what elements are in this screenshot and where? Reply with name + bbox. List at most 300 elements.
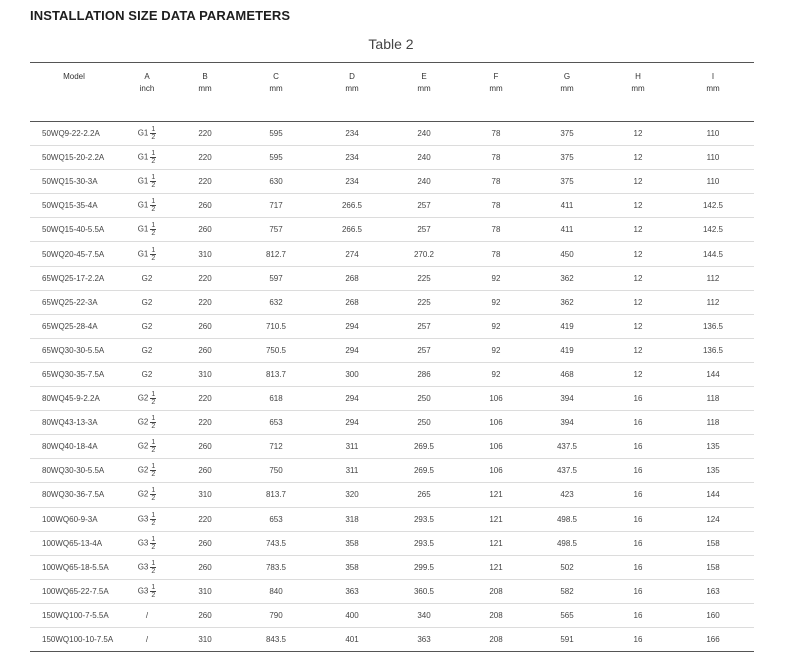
cell-e bbox=[386, 274, 462, 283]
cell-value: 498.5 bbox=[556, 538, 578, 548]
cell-model bbox=[30, 442, 118, 451]
cell-value: 78 bbox=[491, 225, 501, 235]
cell-e bbox=[386, 587, 462, 596]
thread-fraction: $\frac{1}{2}$ bbox=[151, 463, 156, 479]
cell-value: 318 bbox=[345, 514, 359, 524]
cell-value: 163 bbox=[706, 586, 720, 596]
cell-value: 260 bbox=[198, 225, 212, 235]
cell-value: 12 bbox=[633, 369, 643, 379]
thread-fraction: $\frac{1}{2}$ bbox=[151, 391, 156, 407]
cell-g bbox=[530, 418, 604, 427]
cell-value: 135 bbox=[706, 466, 720, 476]
cell-value: 265 bbox=[417, 490, 431, 500]
cell-b bbox=[176, 201, 234, 210]
cell-value: 92 bbox=[491, 369, 501, 379]
cell-b bbox=[176, 442, 234, 451]
cell-value: 220 bbox=[198, 514, 212, 524]
cell-value: 362 bbox=[560, 273, 574, 283]
cell-value: 16 bbox=[633, 562, 643, 572]
cell-g bbox=[530, 539, 604, 548]
cell-value: 240 bbox=[417, 177, 431, 187]
cell-value: 80WQ43-13-3A bbox=[42, 418, 98, 428]
cell-value: G2 bbox=[137, 417, 149, 427]
cell-f bbox=[462, 346, 530, 355]
cell-value: 360.5 bbox=[413, 586, 435, 596]
cell-g bbox=[530, 153, 604, 162]
cell-f bbox=[462, 298, 530, 307]
cell-value: 743.5 bbox=[265, 538, 287, 548]
cell-b bbox=[176, 274, 234, 283]
cell-g bbox=[530, 201, 604, 210]
cell-value: 92 bbox=[491, 345, 501, 355]
cell-g bbox=[530, 442, 604, 451]
cell-value: 225 bbox=[417, 297, 431, 307]
thread-fraction: $\frac{1}{2}$ bbox=[151, 511, 156, 527]
cell-value: 100WQ60-9-3A bbox=[42, 514, 98, 524]
table-row bbox=[30, 411, 754, 435]
cell-d bbox=[318, 298, 386, 307]
cell-value: 12 bbox=[633, 249, 643, 259]
cell-i bbox=[672, 201, 754, 210]
cell-value: 50WQ15-40-5.5A bbox=[42, 225, 105, 235]
cell-value: G1 bbox=[137, 200, 149, 210]
cell-i bbox=[672, 587, 754, 596]
cell-b bbox=[176, 225, 234, 234]
cell-h bbox=[604, 635, 672, 644]
table-row bbox=[30, 363, 754, 387]
cell-e bbox=[386, 298, 462, 307]
cell-value: G2 bbox=[141, 345, 153, 355]
cell-value: 300 bbox=[345, 369, 359, 379]
cell-value: 92 bbox=[491, 321, 501, 331]
cell-e bbox=[386, 370, 462, 379]
cell-value: 240 bbox=[417, 129, 431, 139]
cell-value: 591 bbox=[560, 635, 574, 645]
cell-value: 266.5 bbox=[341, 201, 363, 211]
cell-g bbox=[530, 490, 604, 499]
cell-model bbox=[30, 250, 118, 259]
cell-i bbox=[672, 129, 754, 138]
cell-value: 401 bbox=[345, 635, 359, 645]
cell-b bbox=[176, 466, 234, 475]
cell-value: 92 bbox=[491, 297, 501, 307]
cell-value: 110 bbox=[706, 177, 720, 187]
cell-d bbox=[318, 490, 386, 499]
cell-value: 260 bbox=[198, 442, 212, 452]
cell-e bbox=[386, 611, 462, 620]
cell-value: 100WQ65-18-5.5A bbox=[42, 562, 109, 572]
cell-i bbox=[672, 274, 754, 283]
cell-g bbox=[530, 250, 604, 259]
thread-fraction: $\frac{1}{2}$ bbox=[151, 583, 156, 599]
cell-b bbox=[176, 298, 234, 307]
cell-d bbox=[318, 418, 386, 427]
cell-f bbox=[462, 177, 530, 186]
cell-c bbox=[234, 490, 318, 499]
cell-value: 630 bbox=[269, 177, 283, 187]
cell-value: 12 bbox=[633, 225, 643, 235]
cell-value: 78 bbox=[491, 129, 501, 139]
cell-b bbox=[176, 346, 234, 355]
cell-h bbox=[604, 225, 672, 234]
cell-value: 269.5 bbox=[413, 466, 435, 476]
cell-value: 80WQ30-36-7.5A bbox=[42, 490, 105, 500]
cell-h bbox=[604, 563, 672, 572]
cell-value: 260 bbox=[198, 610, 212, 620]
cell-c bbox=[234, 274, 318, 283]
cell-value: 250 bbox=[417, 418, 431, 428]
cell-value: 498.5 bbox=[556, 514, 578, 524]
cell-a bbox=[118, 439, 176, 454]
cell-value: G2 bbox=[141, 369, 153, 379]
cell-value: 50WQ15-35-4A bbox=[42, 201, 98, 211]
cell-b bbox=[176, 322, 234, 331]
cell-i bbox=[672, 370, 754, 379]
cell-g bbox=[530, 466, 604, 475]
cell-model bbox=[30, 539, 118, 548]
header-label: H bbox=[635, 72, 641, 81]
header-cell-a bbox=[118, 63, 176, 121]
cell-g bbox=[530, 515, 604, 524]
cell-value: 311 bbox=[345, 466, 359, 476]
cell-value: 419 bbox=[560, 321, 574, 331]
cell-model bbox=[30, 466, 118, 475]
cell-value: 220 bbox=[198, 153, 212, 163]
cell-value: 411 bbox=[560, 201, 574, 211]
cell-a bbox=[118, 298, 176, 307]
cell-value: 266.5 bbox=[341, 225, 363, 235]
table-row bbox=[30, 532, 754, 556]
cell-value: G3 bbox=[137, 514, 149, 524]
cell-b bbox=[176, 177, 234, 186]
cell-value: 712 bbox=[269, 442, 283, 452]
cell-value: 260 bbox=[198, 345, 212, 355]
cell-value: 783.5 bbox=[265, 562, 287, 572]
cell-c bbox=[234, 298, 318, 307]
cell-value: 158 bbox=[706, 538, 720, 548]
cell-value: 240 bbox=[417, 153, 431, 163]
cell-value: G2 bbox=[137, 393, 149, 403]
cell-e bbox=[386, 563, 462, 572]
cell-value: 110 bbox=[706, 153, 720, 163]
cell-value: 65WQ30-30-5.5A bbox=[42, 345, 105, 355]
cell-value: 65WQ25-28-4A bbox=[42, 321, 98, 331]
cell-f bbox=[462, 635, 530, 644]
cell-f bbox=[462, 515, 530, 524]
cell-value: 260 bbox=[198, 201, 212, 211]
cell-value: 363 bbox=[417, 635, 431, 645]
cell-h bbox=[604, 611, 672, 620]
thread-fraction: $\frac{1}{2}$ bbox=[151, 150, 156, 166]
cell-value: 78 bbox=[491, 201, 501, 211]
cell-b bbox=[176, 153, 234, 162]
cell-a bbox=[118, 415, 176, 430]
cell-g bbox=[530, 635, 604, 644]
cell-value: 717 bbox=[269, 201, 283, 211]
cell-value: 16 bbox=[633, 394, 643, 404]
cell-e bbox=[386, 153, 462, 162]
thread-fraction: $\frac{1}{2}$ bbox=[151, 487, 156, 503]
header-label: E bbox=[421, 72, 427, 81]
cell-c bbox=[234, 635, 318, 644]
cell-value: 310 bbox=[198, 490, 212, 500]
cell-value: 565 bbox=[560, 610, 574, 620]
table-row bbox=[30, 387, 754, 411]
cell-b bbox=[176, 587, 234, 596]
cell-c bbox=[234, 515, 318, 524]
cell-value: 813.7 bbox=[265, 369, 287, 379]
cell-model bbox=[30, 153, 118, 162]
cell-value: 358 bbox=[345, 562, 359, 572]
cell-i bbox=[672, 298, 754, 307]
thread-fraction: $\frac{1}{2}$ bbox=[151, 246, 156, 262]
cell-value: 12 bbox=[633, 201, 643, 211]
cell-value: 80WQ30-30-5.5A bbox=[42, 466, 105, 476]
table-row bbox=[30, 339, 754, 363]
cell-d bbox=[318, 225, 386, 234]
cell-d bbox=[318, 611, 386, 620]
header-cell-b bbox=[176, 63, 234, 121]
cell-value: 136.5 bbox=[702, 345, 724, 355]
cell-value: 294 bbox=[345, 394, 359, 404]
cell-a bbox=[118, 346, 176, 355]
cell-b bbox=[176, 611, 234, 620]
cell-model bbox=[30, 346, 118, 355]
cell-value: 16 bbox=[633, 418, 643, 428]
cell-value: 16 bbox=[633, 538, 643, 548]
cell-value: 78 bbox=[491, 249, 501, 259]
table-row bbox=[30, 242, 754, 266]
cell-h bbox=[604, 490, 672, 499]
installation-size-table bbox=[30, 62, 754, 652]
cell-value: 843.5 bbox=[265, 635, 287, 645]
cell-i bbox=[672, 225, 754, 234]
header-unit: mm bbox=[560, 84, 574, 93]
cell-value: 502 bbox=[560, 562, 574, 572]
cell-a bbox=[118, 322, 176, 331]
cell-value: 597 bbox=[269, 273, 283, 283]
cell-value: 142.5 bbox=[702, 201, 724, 211]
cell-h bbox=[604, 442, 672, 451]
cell-value: G1 bbox=[137, 152, 149, 162]
cell-value: 12 bbox=[633, 129, 643, 139]
cell-f bbox=[462, 587, 530, 596]
thread-fraction: $\frac{1}{2}$ bbox=[151, 439, 156, 455]
header-label: D bbox=[349, 72, 355, 81]
cell-d bbox=[318, 563, 386, 572]
cell-g bbox=[530, 274, 604, 283]
cell-value: 757 bbox=[269, 225, 283, 235]
cell-f bbox=[462, 370, 530, 379]
cell-h bbox=[604, 250, 672, 259]
cell-value: 50WQ15-20-2.2A bbox=[42, 153, 105, 163]
cell-value: 311 bbox=[345, 442, 359, 452]
cell-value: 112 bbox=[706, 273, 720, 283]
document-title: INSTALLATION SIZE DATA PARAMETERS bbox=[30, 8, 291, 23]
table-caption: Table 2 bbox=[368, 36, 414, 52]
cell-i bbox=[672, 635, 754, 644]
cell-value: 437.5 bbox=[556, 466, 578, 476]
cell-value: 121 bbox=[489, 538, 503, 548]
cell-value: 12 bbox=[633, 345, 643, 355]
cell-e bbox=[386, 466, 462, 475]
cell-value: 411 bbox=[560, 225, 574, 235]
cell-c bbox=[234, 418, 318, 427]
cell-value: 234 bbox=[345, 153, 359, 163]
cell-i bbox=[672, 490, 754, 499]
cell-value: 260 bbox=[198, 562, 212, 572]
cell-value: 294 bbox=[345, 418, 359, 428]
cell-value: 166 bbox=[706, 635, 720, 645]
cell-b bbox=[176, 515, 234, 524]
cell-value: 118 bbox=[706, 418, 720, 428]
cell-value: 208 bbox=[489, 586, 503, 596]
cell-a bbox=[118, 463, 176, 478]
cell-c bbox=[234, 563, 318, 572]
cell-f bbox=[462, 466, 530, 475]
cell-c bbox=[234, 346, 318, 355]
cell-d bbox=[318, 274, 386, 283]
cell-value: 106 bbox=[489, 442, 503, 452]
cell-c bbox=[234, 539, 318, 548]
cell-value: 144.5 bbox=[702, 249, 724, 259]
cell-value: G2 bbox=[137, 465, 149, 475]
cell-h bbox=[604, 466, 672, 475]
cell-e bbox=[386, 635, 462, 644]
cell-value: 840 bbox=[269, 586, 283, 596]
cell-e bbox=[386, 539, 462, 548]
cell-value: 362 bbox=[560, 297, 574, 307]
cell-d bbox=[318, 177, 386, 186]
cell-value: 16 bbox=[633, 586, 643, 596]
cell-d bbox=[318, 129, 386, 138]
cell-value: 269.5 bbox=[413, 442, 435, 452]
table-row bbox=[30, 459, 754, 483]
thread-fraction: $\frac{1}{2}$ bbox=[151, 198, 156, 214]
header-cell-i bbox=[672, 63, 754, 121]
cell-value: 710.5 bbox=[265, 321, 287, 331]
table-row bbox=[30, 556, 754, 580]
table-row bbox=[30, 508, 754, 532]
cell-f bbox=[462, 153, 530, 162]
header-unit: mm bbox=[489, 84, 503, 93]
cell-value: 257 bbox=[417, 321, 431, 331]
thread-fraction: $\frac{1}{2}$ bbox=[151, 222, 156, 238]
cell-c bbox=[234, 322, 318, 331]
cell-a bbox=[118, 126, 176, 141]
cell-value: 632 bbox=[269, 297, 283, 307]
table-row bbox=[30, 267, 754, 291]
cell-g bbox=[530, 370, 604, 379]
cell-value: 12 bbox=[633, 153, 643, 163]
cell-value: 582 bbox=[560, 586, 574, 596]
cell-value: 286 bbox=[417, 369, 431, 379]
cell-value: G3 bbox=[137, 586, 149, 596]
cell-value: 118 bbox=[706, 394, 720, 404]
cell-f bbox=[462, 563, 530, 572]
header-cell-g bbox=[530, 63, 604, 121]
header-label: F bbox=[493, 72, 499, 81]
cell-value: 220 bbox=[198, 297, 212, 307]
table-row bbox=[30, 580, 754, 604]
cell-value: 220 bbox=[198, 273, 212, 283]
cell-d bbox=[318, 201, 386, 210]
cell-d bbox=[318, 466, 386, 475]
cell-value: G2 bbox=[141, 273, 153, 283]
cell-value: 12 bbox=[633, 297, 643, 307]
cell-value: 144 bbox=[706, 369, 720, 379]
cell-model bbox=[30, 322, 118, 331]
cell-value: 50WQ9-22-2.2A bbox=[42, 129, 100, 139]
cell-value: 595 bbox=[269, 153, 283, 163]
cell-value: 16 bbox=[633, 610, 643, 620]
cell-c bbox=[234, 153, 318, 162]
cell-f bbox=[462, 250, 530, 259]
cell-g bbox=[530, 129, 604, 138]
cell-value: 400 bbox=[345, 610, 359, 620]
cell-value: 112 bbox=[706, 297, 720, 307]
cell-value: 144 bbox=[706, 490, 720, 500]
cell-e bbox=[386, 418, 462, 427]
cell-value: 78 bbox=[491, 153, 501, 163]
cell-h bbox=[604, 298, 672, 307]
table-row bbox=[30, 435, 754, 459]
cell-i bbox=[672, 539, 754, 548]
cell-g bbox=[530, 177, 604, 186]
cell-h bbox=[604, 201, 672, 210]
cell-value: 124 bbox=[706, 514, 720, 524]
cell-value: 437.5 bbox=[556, 442, 578, 452]
header-label: B bbox=[202, 72, 208, 81]
cell-g bbox=[530, 563, 604, 572]
cell-value: 65WQ25-22-3A bbox=[42, 297, 98, 307]
cell-value: 375 bbox=[560, 177, 574, 187]
cell-value: 375 bbox=[560, 153, 574, 163]
cell-c bbox=[234, 466, 318, 475]
table-row bbox=[30, 146, 754, 170]
cell-value: 358 bbox=[345, 538, 359, 548]
cell-c bbox=[234, 442, 318, 451]
cell-h bbox=[604, 153, 672, 162]
table-header-row bbox=[30, 63, 754, 122]
cell-d bbox=[318, 394, 386, 403]
cell-value: 12 bbox=[633, 273, 643, 283]
cell-i bbox=[672, 515, 754, 524]
cell-g bbox=[530, 298, 604, 307]
cell-value: 225 bbox=[417, 273, 431, 283]
header-cell-c bbox=[234, 63, 318, 121]
cell-value: G1 bbox=[137, 249, 149, 259]
header-unit: mm bbox=[198, 84, 212, 93]
cell-g bbox=[530, 611, 604, 620]
cell-value: 136.5 bbox=[702, 321, 724, 331]
cell-value: 234 bbox=[345, 177, 359, 187]
cell-c bbox=[234, 611, 318, 620]
cell-i bbox=[672, 322, 754, 331]
header-cell-d bbox=[318, 63, 386, 121]
cell-value: 653 bbox=[269, 418, 283, 428]
cell-value: 121 bbox=[489, 562, 503, 572]
cell-h bbox=[604, 322, 672, 331]
cell-model bbox=[30, 298, 118, 307]
thread-fraction: $\frac{1}{2}$ bbox=[151, 535, 156, 551]
cell-value: 121 bbox=[489, 514, 503, 524]
cell-e bbox=[386, 490, 462, 499]
cell-model bbox=[30, 515, 118, 524]
cell-h bbox=[604, 394, 672, 403]
cell-g bbox=[530, 587, 604, 596]
cell-value: 340 bbox=[417, 610, 431, 620]
